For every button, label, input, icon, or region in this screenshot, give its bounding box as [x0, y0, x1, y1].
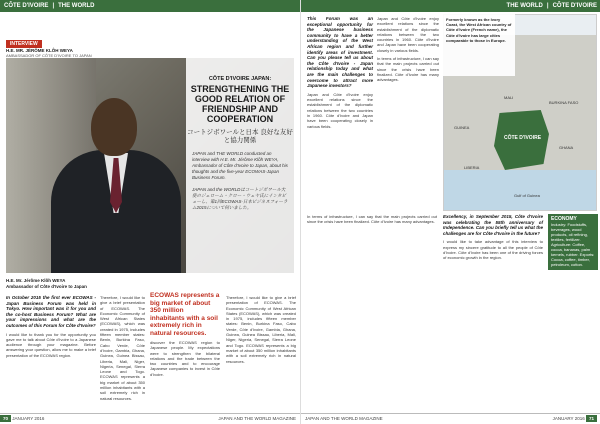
headline-jp: コートジボワールと日本 良好な友好と協力関係 [187, 129, 293, 144]
right-column-4 [307, 214, 437, 225]
right-column-3 [443, 214, 543, 261]
economy-title: ECONOMY [551, 216, 577, 222]
footer-date-right: JANUARY 2016 [552, 416, 585, 421]
intro-text-jp: JAPAN and the WORLDはコートジボワール大使のジェローム・クロー・ウェヤ氏にインタビューし、第1回ECOWAS-日本ビジネスフォーラム2015について伺いました。 [192, 187, 288, 210]
header-sub-right: CÔTE D'IVOIRE [552, 3, 597, 9]
answer-8: In terms of infrastructure, I can say that the main projects carried out since the crisis have been finalized. Côte d'Ivoire has many advantages. [307, 214, 437, 225]
footer-date-left: JANUARY 2016 [12, 416, 45, 421]
footer-title-right: JAPAN AND THE WORLD MAGAZINE [305, 416, 383, 421]
answer-5: Japan and Côte d'Ivoire enjoy excellent relations since the establishment of the diplomatic relations between the two countries in 1960. Côte d'Ivoire and Japan have been cooperating closely in various fields. [307, 91, 373, 129]
left-footer [0, 413, 300, 424]
left-page-header: CÔTE D'IVOIRE | THE WORLD [0, 0, 300, 12]
interview-tag: INTERVIEW [6, 40, 42, 48]
right-column-2 [377, 16, 439, 83]
answer-3: discover the ECOWAS region to Japanese people. My expectations were to strengthen the bilateral relations and the trade between the two countries and to encourage Japanese companies to invest in Côte d'Ivoire. [150, 340, 220, 377]
left-column-3 [150, 340, 220, 377]
right-column-1 [307, 16, 373, 129]
header-section: CÔTE D'IVOIRE [4, 3, 49, 9]
map-label-gulf: Gulf of Guinea [514, 193, 540, 198]
answer-6: Japan and Côte d'Ivoire enjoy excellent relations since the establishment of the diplomatic relations between the two countries in 1960. Côte d'Ivoire and Japan have been cooperating closely in various fields. [377, 16, 439, 53]
map-label-mali: MALI [504, 95, 514, 100]
answer-4: Therefore, I would like to give a brief presentation of ECOWAS. The Economic Community of West African States (ECOWAS), which was created in 1975, includes fifteen member states: Benin, Burkina Faso, Cabo Verde, Côte d'Ivoire, Gambia, Ghana, Guinea, Guinea Bissau, Liberia, Mali, Niger, Nigeria, Senegal, Sierra Leone and Togo. ECOWAS represents a big market of about 350 million inhabitants with a soil extremely rich in natural resources. [226, 295, 296, 364]
answer-1: I would like to thank you for the opportunity you gave me to talk about Côte d'Ivoire to a Japanese audience through your magazine. Before answering your question, allow me to make a brief presentation of the ECOWAS region. [6, 331, 96, 358]
headline: STRENGTHENING THE GOOD RELATION OF FRIENDSHIP AND COOPERATION [190, 84, 290, 124]
map-label-country: CÔTE D'IVOIRE [504, 135, 542, 141]
economy-box [548, 214, 598, 270]
byline: H.E. MR. JÉRÔME KLÔH WEYA [6, 48, 73, 53]
economy-text: Industry: Foodstuffs, beverages, wood products, oil refining, textiles, fertilizer. Agriculture: Coffee, cocoa, bananas, palm kernels, rubber. Exports: Cocoa, coffee, timber, petroleum, cotton. [551, 222, 595, 267]
map-label-ghana: GHANA [559, 145, 574, 150]
byline-role: AMBASSADOR OF CÔTE D'IVOIRE TO JAPAN [6, 53, 92, 58]
headline-kicker: CÔTE D'IVOIRE JAPAN: [208, 76, 272, 82]
map-infobox: Formerly known as the Ivory Coast, the West African country of Côte d'Ivoire (French name), the Côte d'Ivoire has large cities comparable to those in Europe. [443, 14, 515, 76]
question-2: This Forum was an exceptional opportunity for the Japanese business community to have a better understanding of the West African region and further identify areas of investment. Can you please tell us about the Côte d'Ivoire - Japan relationship today and what are the main challenges to overcome to attract more Japanese investors? [307, 16, 373, 89]
header-sub: THE WORLD [58, 3, 95, 9]
right-footer [301, 413, 600, 424]
map-label-guinea: GUINEA [454, 125, 470, 130]
map-label-burkina: BURKINA FASO [549, 100, 579, 105]
right-page-header: THE WORLD | CÔTE D'IVOIRE [301, 0, 600, 12]
photo-caption: H.E. Mr. Jérôme Klôh WEYA Ambassador of Côte d'Ivoire to Japan [6, 278, 87, 289]
map-label-liberia: LIBERIA [464, 165, 480, 170]
left-column-4 [226, 295, 296, 364]
ambassador-photo [6, 58, 294, 273]
answer-6b: In terms of infrastructure, I can say that the main projects carried out since the crisis have been finalized. Côte d'Ivoire has many advantages. [377, 56, 439, 83]
pull-quote: ECOWAS represents a big market of about 350 million inhabitants with a soil extremely rich in natural resources. [150, 292, 220, 337]
header-section-right: THE WORLD [506, 3, 543, 9]
intro-text: JAPAN and THE WORLD conducted an interview with H.E. Mr. Jérôme Klôh WEYA, Ambassador of Côte d'Ivoire to Japan, about his thoughts and the five-year ECOWAS-Japan Business Forum. [192, 151, 288, 180]
page-number-right: 71 [586, 415, 597, 422]
footer-title-left: JAPAN AND THE WORLD MAGAZINE [218, 416, 296, 421]
left-column-2 [100, 295, 145, 401]
headline-panel [186, 58, 294, 273]
page-number-left: 70 [0, 415, 11, 422]
answer-7: I would like to take advantage of this interview to express my sincere gratitude to all the people of Côte d'Ivoire. Côte d'Ivoire has been one of the driving forces of economic growth in the region. [443, 239, 543, 261]
answer-2: Therefore, I would like to give a brief presentation of ECOWAS. The Economic Community of West African States (ECOWAS), which was created in 1975, includes fifteen member states: Benin, Burkina Faso, Cabo Verde, Côte d'Ivoire, Gambia, Ghana, Guinea, Guinea Bissau, Liberia, Mali, Niger, Nigeria, Senegal, Sierra Leone and Togo. ECOWAS represents a big market of about 350 million inhabitants with a soil extremely rich in natural resources. [100, 295, 145, 401]
right-page [300, 0, 600, 424]
question-1: In October 2015 the first ever ECOWAS - Japan Business Forum was held in Tokyo. How important was it for you and the co-host Business Forum? What are your impressions and what are the outcomes of this Forum for Côte d'Ivoire? [6, 295, 96, 328]
question-3: Excellency, in September 2015, Côte d'Ivoire was celebrating the 55th anniversary of Independence. Can you briefly tell us what the challenges are for Côte d'Ivoire in the future? [443, 214, 543, 236]
left-column-1 [6, 295, 96, 358]
